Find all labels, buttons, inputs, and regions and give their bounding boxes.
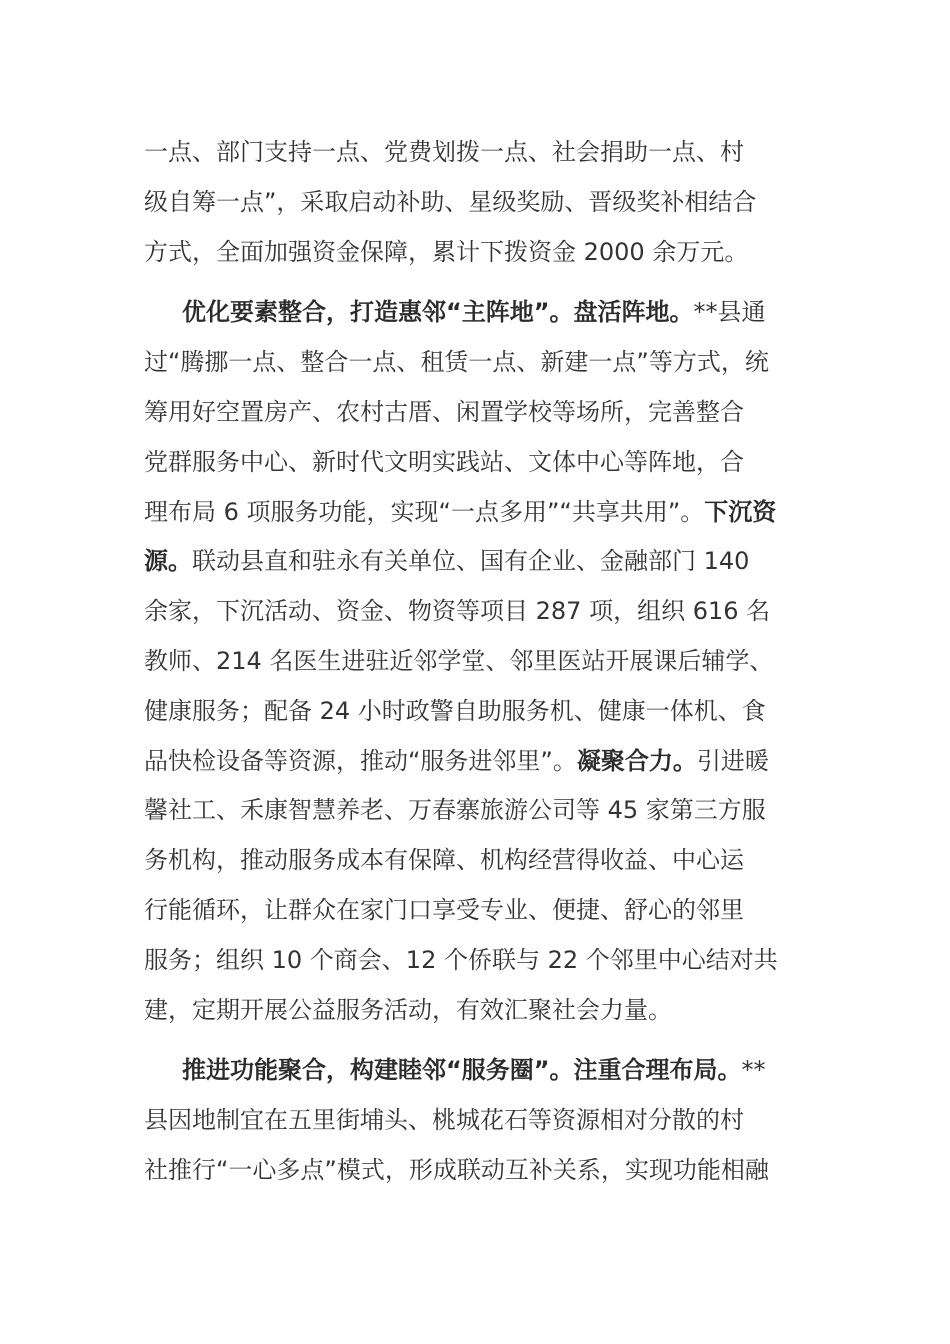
text-line bbox=[144, 737, 824, 787]
text-line: 级自筹一点”，采取启动补助、星级奖励、晋级奖补相结合 bbox=[144, 187, 757, 216]
paragraph-gap bbox=[144, 1035, 824, 1046]
paragraph-resources bbox=[144, 288, 824, 1035]
document-page bbox=[144, 128, 824, 1196]
text-run: **县通 bbox=[693, 298, 766, 327]
text-line: 行能循环，让群众在家门口享受专业、便捷、舒心的邻里 bbox=[144, 895, 744, 924]
text-line: 健康服务；配备 24 小时政警自助服务机、健康一体机、食 bbox=[144, 696, 766, 725]
text-line: 建，定期开展公益服务活动，有效汇聚社会力量。 bbox=[144, 995, 672, 1024]
text-line: 县因地制宜在五里街埔头、桃城花石等资源相对分散的村 bbox=[144, 1106, 744, 1135]
section-heading: 推进功能聚合，构建睦邻“服务圈”。注重合理布局。 bbox=[182, 1056, 742, 1085]
text-line: 党群服务中心、新时代文明实践站、文体中心等阵地，合 bbox=[144, 447, 744, 476]
text-line bbox=[144, 488, 824, 538]
text-line: 社推行“一心多点”模式，形成联动互补关系，实现功能相融 bbox=[144, 1155, 769, 1184]
text-line: 过“腾挪一点、整合一点、租赁一点、新建一点”等方式，统 bbox=[144, 348, 769, 377]
section-heading: 优化要素整合，打造惠邻“主阵地”。盘活阵地。 bbox=[182, 298, 694, 327]
text-line: 方式，全面加强资金保障，累计下拨资金 2000 余万元。 bbox=[144, 237, 749, 266]
text-line: 筹用好空置房产、农村古厝、闲置学校等场所，完善整合 bbox=[144, 397, 744, 426]
paragraph-gap bbox=[144, 277, 824, 288]
text-run: 理布局 6 项服务功能，实现“一点多用”“共享共用”。 bbox=[144, 497, 705, 526]
text-line: 教师、214 名医生进驻近邻学堂、邻里医站开展课后辅学、 bbox=[144, 646, 774, 675]
text-line: 务机构，推动服务成本有保障、机构经营得收益、中心运 bbox=[144, 846, 744, 875]
text-line bbox=[144, 1046, 824, 1096]
text-run: ** bbox=[741, 1056, 766, 1085]
text-line: 馨社工、禾康智慧养老、万春寨旅游公司等 45 家第三方服 bbox=[144, 796, 766, 825]
text-line: 一点、部门支持一点、党费划拨一点、社会捐助一点、村 bbox=[144, 138, 744, 166]
subheading: 源。 bbox=[144, 547, 192, 576]
text-run: 品快检设备等资源，推动“服务进邻里”。 bbox=[144, 746, 577, 775]
text-run: 引进暖 bbox=[696, 746, 769, 775]
subheading: 凝聚合力。 bbox=[576, 746, 697, 775]
text-run: 联动县直和驻永有关单位、国有企业、金融部门 140 bbox=[192, 547, 750, 576]
subheading: 下沉资 bbox=[704, 497, 777, 526]
text-line: 余家，下沉活动、资金、物资等项目 287 项，组织 616 名 bbox=[144, 597, 771, 626]
paragraph-funding bbox=[144, 128, 824, 277]
text-line: 服务；组织 10 个商会、12 个侨联与 22 个邻里中心结对共 bbox=[144, 945, 778, 974]
text-line bbox=[144, 537, 824, 587]
paragraph-functions bbox=[144, 1046, 824, 1195]
text-line bbox=[144, 288, 824, 338]
